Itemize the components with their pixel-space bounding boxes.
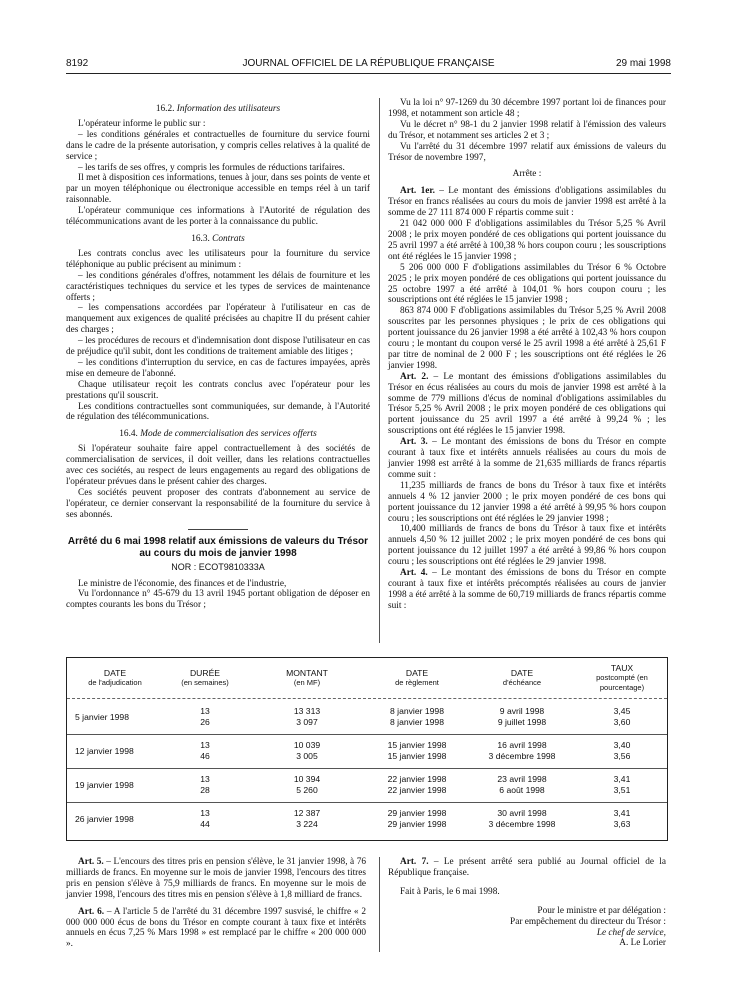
- table-cell: 12 387: [293, 808, 321, 818]
- table-cell: 6 août 1998: [499, 785, 545, 795]
- article-label: Art. 5.: [78, 857, 104, 867]
- table-cell: 22 janvier 1998: [387, 774, 447, 784]
- table-cell: 13: [200, 706, 210, 716]
- table-cell: 13: [200, 774, 210, 784]
- paragraph: Il met à disposition ces informations, tenues à jour, dans ses points de vente et par un moyen téléphonique ou électronique accessible en temps réel à un tarif raisonnable.: [66, 173, 370, 206]
- bottom-left: [66, 857, 366, 950]
- col-header-reglement: [367, 658, 467, 698]
- article-text: – Le montant des émissions de bons du Trésor en compte courant à taux fixe et intérêts annuels réalisées au cours du mois de janvier 1998 est arrêté à la somme de 21,635 milliards de francs répartis comme suit :: [388, 437, 666, 480]
- paragraph: Le ministre de l'économie, des finances et de l'industrie,: [78, 578, 287, 589]
- header-subtitle: d'échéance: [502, 678, 542, 687]
- header-title: DATE: [103, 668, 127, 678]
- emissions-table: [66, 657, 668, 841]
- table-cell: 16 avril 1998: [497, 740, 547, 750]
- article-5: [66, 857, 366, 901]
- article-2: [388, 372, 666, 437]
- table-cell: 29 janvier 1998: [387, 808, 447, 818]
- table-cell: 3,51: [613, 785, 631, 795]
- table-cell: 3,41: [613, 808, 631, 818]
- article-text: – Le montant des émissions d'obligations assimilables du Trésor en francs réalisées au cours du mois de janvier 1998 est arrêté à la somme de 27 111 874 000 F répartis comme suit :: [388, 186, 666, 219]
- signature-line: [388, 928, 666, 939]
- table-cell: 3,60: [613, 717, 631, 727]
- section-title-16-3: 16.3. Contrats: [191, 233, 245, 244]
- table-cell: 5 260: [296, 785, 318, 795]
- article-6: [66, 907, 366, 951]
- table-cell: 15 janvier 1998: [387, 751, 447, 761]
- table-row-group: [67, 808, 667, 840]
- table-cell: 3,63: [613, 819, 631, 829]
- table-cell: 3 097: [296, 717, 318, 727]
- signature-line: Par empêchement du directeur du Trésor :: [510, 916, 666, 927]
- article-label: Art. 7.: [400, 857, 429, 867]
- paragraph: Les contrats conclus avec les utilisateurs pour la fourniture du service téléphonique au public précisent au minimum :: [66, 248, 370, 270]
- header-subtitle: de l'adjudication: [88, 678, 142, 687]
- paragraph: – les conditions d'interruption du service, en cas de factures impayées, après mise en demeure de l'abonné.: [66, 357, 370, 379]
- col-header-echeance: [467, 658, 577, 698]
- paragraph: 21 042 000 000 F d'obligations assimilables du Trésor 5,25 % Avril 2008 ; le prix moyen pondéré de ces obligations qui portent jouissance du 25 avril 1997 a été arrêté à 100,38 % hors coupon couru ; les souscriptions ont été réglées le 15 janvier 1998 ;: [388, 219, 666, 262]
- col-header-taux: [577, 658, 667, 698]
- header-subtitle: (en semaines): [181, 678, 229, 687]
- paragraph: – les conditions générales d'offres, notamment les délais de fourniture et les caractéristiques techniques du service et les types de services de maintenance offerts ;: [66, 270, 370, 303]
- paragraph: L'opérateur communique ces informations à l'Autorité de régulation des télécommunications avant de les porter à la connaissance du public.: [66, 206, 370, 228]
- article-label: Art. 1er.: [400, 186, 435, 197]
- table-cell: 3 décembre 1998: [488, 819, 556, 829]
- paragraph: 11,235 milliards de francs de bons du Trésor à taux fixe et intérêts annuels 4 % 12 janvier 2000 ; le prix moyen pondéré de ces bons qui portent jouissance du 12 janvier 1998 a été arrêté à 99,95 % hors coupon couru ; les souscriptions ont été réglées le 29 janvier 1998 ;: [388, 480, 666, 524]
- arrete-title: Arrêté du 6 mai 1998 relatif aux émissions de valeurs du Trésor au cours du mois de janvier 1998: [67, 535, 369, 559]
- paragraph: Ces sociétés peuvent proposer des contrats d'abonnement au service de l'opérateur, ce dernier conservant la responsabilité de la fourniture du service à ses abonnés.: [66, 487, 370, 520]
- header-title: DATE: [405, 668, 429, 678]
- page-header: [66, 58, 671, 72]
- section-title-16-4: 16.4. Mode de commercialisation des services offerts: [119, 429, 317, 440]
- table-cell: 3,40: [613, 740, 631, 750]
- table-cell: 3,56: [613, 751, 631, 761]
- column-rule: [379, 98, 380, 643]
- table-cell: 44: [200, 819, 210, 829]
- paragraph: Les conditions contractuelles sont communiquées, sur demande, à l'Autorité de régulation des télécommunications.: [66, 401, 370, 423]
- col-header-duree: [163, 658, 247, 698]
- table-cell: 10 394: [293, 774, 321, 784]
- arrete-heading: Arrête :: [512, 169, 542, 180]
- table-cell: 8 janvier 1998: [390, 717, 444, 727]
- paragraph: L'opérateur informe le public sur :: [78, 118, 206, 129]
- table-cell: 23 avril 1998: [497, 774, 547, 784]
- table-cell: 3,45: [613, 706, 631, 716]
- adjudication-date: 5 janvier 1998: [75, 712, 129, 722]
- table-cell: 13: [200, 740, 210, 750]
- article-text: – Le présent arrêté sera publié au Journal officiel de la République française.: [388, 857, 667, 878]
- article-label: Art. 2.: [400, 371, 429, 382]
- right-column: [388, 98, 666, 612]
- paragraph: Vu l'ordonnance n° 45-679 du 13 avril 1945 portant obligation de déposer en comptes courants les bons du Trésor ;: [66, 589, 370, 611]
- header-subtitle: de règlement: [395, 678, 439, 687]
- header-title: TAUX: [610, 663, 634, 673]
- table-cell: 3 005: [296, 751, 318, 761]
- paragraph: Vu la loi n° 97-1269 du 30 décembre 1997 portant loi de finances pour 1998, et notamment son article 48 ;: [388, 98, 666, 119]
- article-1: [388, 186, 666, 219]
- table-cell: 46: [200, 751, 210, 761]
- paragraph: 5 206 000 000 F d'obligations assimilables du Trésor 6 % Octobre 2025 ; le prix moyen pondéré de ces obligations qui portent jouissance du 25 octobre 1997 a été arrêté à 104,01 % hors coupon couru ; les souscriptions ont été réglées le 15 janvier 1998 ;: [388, 262, 666, 306]
- article-text: – L'encours des titres pris en pension s'élève, le 31 janvier 1998, à 76 milliards de francs. En moyenne sur le mois de janvier 1998, l'encours des titres pris en pension s'élève à 75,9 milliards de francs. En moyenne sur le mois de janvier 1998, l'encours des titres mis en pension s'élève à 1,8 milliard de francs.: [66, 857, 367, 900]
- adjudication-date: 12 janvier 1998: [75, 746, 134, 756]
- article-3: [388, 437, 666, 481]
- table-cell: 9 juillet 1998: [497, 717, 547, 727]
- section-title-16-2: 16.2. Information des utilisateurs: [155, 104, 281, 114]
- paragraph: Chaque utilisateur reçoit les contrats conclus avec l'opérateur pour les prestations qu'il souscrit.: [66, 379, 370, 401]
- nor-reference: NOR : ECOT9810333A: [171, 561, 265, 572]
- left-column: [66, 98, 370, 611]
- table-cell: 28: [200, 785, 210, 795]
- table-cell: 3 224: [296, 819, 318, 829]
- table-cell: 13: [200, 808, 210, 818]
- col-header-montant: [247, 658, 367, 698]
- header-subtitle: (en MF): [293, 678, 321, 687]
- paragraph: – les procédures de recours et d'indemnisation dont dispose l'utilisateur en cas de préjudice qu'il subit, dont les conditions de traitement amiable des litiges ;: [66, 336, 370, 358]
- page-number: 8192: [66, 58, 89, 69]
- signature-role: Le chef de service,: [596, 927, 666, 938]
- paragraph: 863 874 000 F d'obligations assimilables du Trésor 5,25 % Avril 2008 souscrites par les personnes physiques ; le prix de ces obligations qui portent jouissance du 26 janvier 1998 a été arrêté à 102,43 % hors coupon couru ; le montant du coupon versé le 25 avril 1998 a été arrêté à 25,61 F par titre de nominal de 2 000 F ; les souscriptions ont été réglées le 26 janvier 1998.: [388, 306, 666, 371]
- column-rule-bottom: [379, 857, 380, 952]
- article-text: – A l'article 5 de l'arrêté du 31 décembre 1997 susvisé, le chiffre « 2 000 000 000 écus de bons du Trésor en compte courant à taux fixe et intérêts annuels en écus 7,25 % Mars 1998 » est remplacé par le chiffre « 200 000 000 ».: [66, 906, 366, 950]
- article-label: Art. 3.: [400, 437, 428, 448]
- article-4: [388, 568, 666, 612]
- article-text: – Le montant des émissions d'obligations assimilables du Trésor en écus réalisées au cours du mois de janvier 1998 est arrêté à la somme de 779 millions d'écus de nominal d'obligations assimilables du Trésor 5,25 % Avril 2008 ; le prix moyen pondéré de ces obligations qui portent jouissance du 25 avril 1997 a été arrêté à 99,24 % ; les souscriptions ont été réglées le 15 janvier 1998.: [388, 371, 666, 437]
- row-separator: [67, 768, 667, 769]
- header-title: MONTANT: [286, 668, 328, 678]
- row-separator: [67, 734, 667, 735]
- paragraph: – les compensations accordées par l'opérateur à l'utilisateur en cas de manquement aux exigences de qualité précisées au chapitre II du présent cahier des charges ;: [66, 303, 370, 336]
- signature-place-date: Fait à Paris, le 6 mai 1998.: [400, 886, 500, 897]
- issue-date: 29 mai 1998: [615, 58, 671, 69]
- journal-title: JOURNAL OFFICIEL DE LA RÉPUBLIQUE FRANÇAISE: [242, 58, 495, 69]
- header-title: DATE: [510, 668, 534, 678]
- table-cell: 22 janvier 1998: [387, 785, 447, 795]
- header-subtitle: postcompté (en pourcentage): [596, 673, 648, 692]
- table-cell: 26: [200, 717, 210, 727]
- adjudication-date: 26 janvier 1998: [75, 814, 134, 824]
- table-cell: 8 janvier 1998: [390, 706, 444, 716]
- table-cell: 9 avril 1998: [499, 706, 545, 716]
- paragraph: – les conditions générales et contractuelles de fourniture du service fourni dans le cadre de la présente autorisation, y compris celles relatives à la qualité de service ;: [66, 129, 370, 162]
- table-cell: 29 janvier 1998: [387, 819, 447, 829]
- header-rule: [66, 73, 671, 74]
- article-text: – Le montant des émissions de bons du Trésor en compte courant à taux fixe et intérêts précomptés réalisées au cours de janvier 1998 a été arrêté à la somme de 60,719 milliards de francs répartis comme suit :: [388, 568, 666, 611]
- table-cell: 3 décembre 1998: [488, 751, 556, 761]
- paragraph: – les tarifs de ses offres, y compris les formules de réductions tarifaires.: [78, 162, 345, 173]
- row-separator: [67, 802, 667, 803]
- article-label: Art. 6.: [78, 906, 105, 917]
- header-separator: [67, 698, 667, 699]
- table-cell: 13 313: [293, 706, 321, 716]
- separator: [188, 529, 248, 530]
- paragraph: Vu l'arrêté du 31 décembre 1997 relatif aux émissions de valeurs du Trésor de novembre 1997,: [388, 141, 666, 163]
- col-header-adjudication: [67, 658, 163, 698]
- table-cell: 3,41: [613, 774, 631, 784]
- table-cell: 10 039: [293, 740, 321, 750]
- bottom-right: [388, 857, 666, 949]
- paragraph: Vu le décret n° 98-1 du 2 janvier 1998 relatif à l'émission des valeurs du Trésor, et notamment ses articles 2 et 3 ;: [388, 119, 666, 141]
- article-label: Art. 4.: [400, 568, 428, 579]
- header-title: DURÉE: [189, 668, 221, 678]
- paragraph: Si l'opérateur souhaite faire appel contractuellement à des sociétés de commercialisation de services, il doit veiller, dans les relations contractuelles avec ces sociétés, au respect de leurs engagements au regard des obligations de l'opérateur prévues dans le présent cahier des charges.: [66, 444, 370, 487]
- article-7: [388, 857, 666, 879]
- table-cell: 30 avril 1998: [497, 808, 547, 818]
- paragraph: 10,400 milliards de francs de bons du Trésor à taux fixe et intérêts annuels 4,50 % 12 juillet 2002 ; le prix moyen pondéré de ces bons qui portent jouissance du 12 juillet 1997 a été arrêté à 99,86 % hors coupon couru ; les souscriptions ont été réglées le 29 janvier 1998.: [388, 524, 666, 568]
- signatory-name: A. Le Lorier: [619, 938, 666, 949]
- signature-line: Pour le ministre et par délégation :: [537, 905, 666, 916]
- adjudication-date: 19 janvier 1998: [75, 780, 134, 790]
- table-cell: 15 janvier 1998: [387, 740, 447, 750]
